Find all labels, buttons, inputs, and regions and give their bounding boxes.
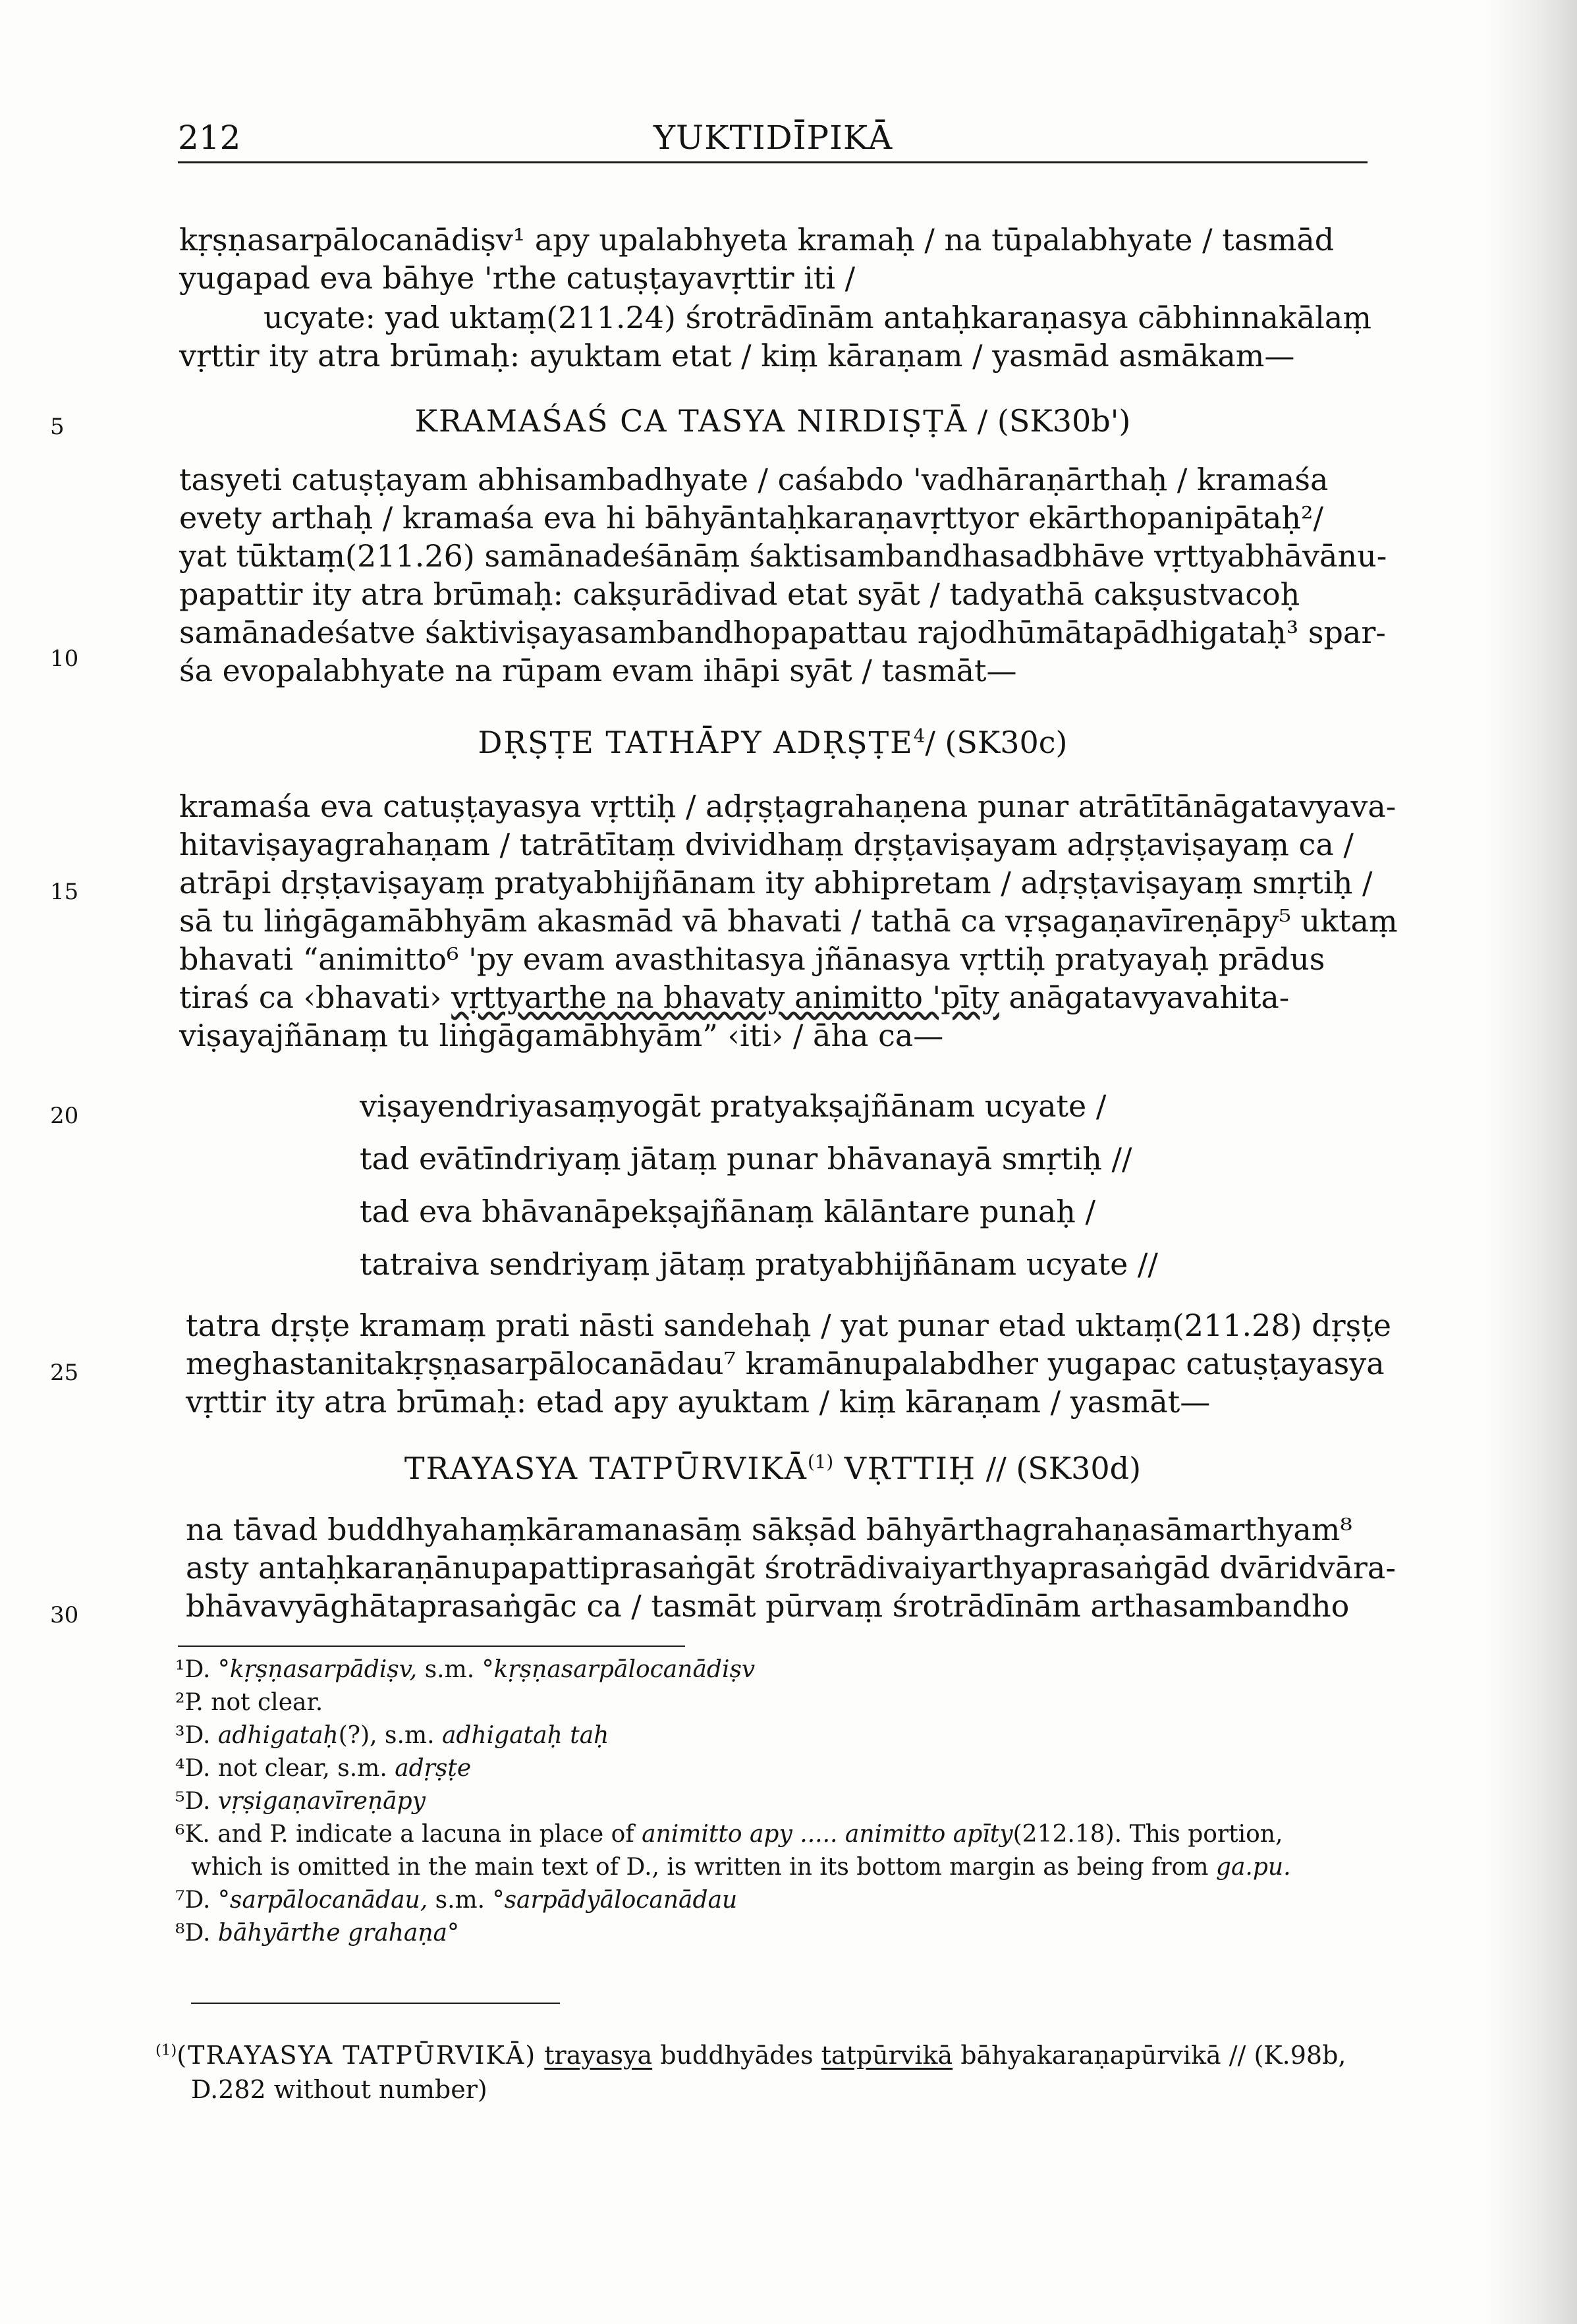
text-line: yat tūktaṃ(211.26) samānadeśānāṃ śaktisambandhasadbhāve vṛttyabhāvānu-	[179, 538, 1387, 574]
text-line: tatra dṛṣṭe kramaṃ prati nāsti sandehaḥ / yat punar etad uktaṃ(211.28) dṛṣṭe	[186, 1308, 1391, 1343]
sutra-heading	[178, 1451, 1368, 1486]
page-edge-shadow	[1485, 0, 1577, 2324]
text-segment: tiraś ca ‹bhavati›	[179, 980, 442, 1015]
footnote: ⁷D. °sarpālocanādau, s.m. °sarpādyālocanādau	[175, 1887, 738, 1914]
sutra-text: DṚṢṬE TATHĀPY ADṚṢṬE	[478, 725, 914, 760]
text-segment: anāgatavyavahita-	[1009, 980, 1290, 1015]
footnote: ¹D. °kṛṣṇasarpādiṣv, s.m. °kṛṣṇasarpālocanādiṣv	[175, 1656, 756, 1683]
text-line: na tāvad buddhyahaṃkāramanasāṃ sākṣād bāhyārthagrahaṇasāmarthyam⁸	[186, 1512, 1352, 1547]
footnote-continuation: which is omitted in the main text of D., is written in its bottom margin as being from ga.pu.	[191, 1854, 1291, 1881]
text-line: atrāpi dṛṣṭaviṣayaṃ pratyabhijñānam ity abhipretam / adṛṣṭaviṣayaṃ smṛtiḥ /	[179, 865, 1373, 900]
text-line: viṣayajñānaṃ tu liṅgāgamābhyām” ‹iti› / āha ca—	[179, 1018, 944, 1053]
sutra-ref: / (SK30c)	[925, 725, 1068, 760]
text-line: hitaviṣayagrahaṇam / tatrātītaṃ dvividhaṃ dṛṣṭaviṣayam adṛṣṭaviṣayaṃ ca /	[179, 827, 1354, 862]
footnote: ⁸D. bāhyārthe grahaṇa°	[175, 1920, 460, 1947]
text-line: tasyeti catuṣṭayam abhisambadhyate / caśabdo 'vadhāraṇārthaḥ / kramaśa	[179, 462, 1329, 497]
text-line: asty antaḥkaraṇānupapattiprasaṅgāt śrotrādivaiyarthyaprasaṅgād dvāridvāra-	[186, 1550, 1396, 1586]
line-number: 25	[50, 1360, 79, 1386]
sutra-text: TRAYASYA TATPŪRVIKĀ	[404, 1451, 808, 1486]
line-number: 15	[50, 879, 79, 905]
text-line: kramaśa eva catuṣṭayasya vṛttiḥ / adṛṣṭagrahaṇena punar atrātītānāgatavyava-	[179, 788, 1397, 824]
verse-line: tad eva bhāvanāpekṣajñānaṃ kālāntare punaḥ /	[360, 1194, 1096, 1229]
text-line: papattir ity atra brūmaḥ: cakṣurādivad etat syāt / tadyathā cakṣustvacoḥ	[179, 576, 1300, 612]
editorial-note: $^{(1)}$(TRAYASYA TATPŪRVIKĀ) trayasya buddhyādes tatpūrvikā bāhyakaraṇapūrvikā // (K.98b,	[155, 2041, 1346, 2070]
sutra-heading	[178, 403, 1368, 439]
line-number: 5	[50, 414, 65, 440]
line-number: 10	[50, 646, 79, 672]
text-line: sā tu liṅgāgamābhyām akasmād vā bhavati / tathā ca vṛṣagaṇavīreṇāpy⁵ uktaṃ	[179, 903, 1398, 939]
footnote: ⁶K. and P. indicate a lacuna in place of animitto apy ..... animitto apīty(212.18). This portion,	[175, 1821, 1283, 1848]
line-number: 30	[50, 1602, 79, 1628]
marginal-insertion: vṛttyarthe na bhavaty animitto 'pīty	[451, 980, 999, 1015]
footnote: ²P. not clear.	[175, 1689, 323, 1716]
header-rule	[178, 161, 1368, 163]
verse-line: tatraiva sendriyaṃ jātaṃ pratyabhijñānam ucyate //	[360, 1246, 1158, 1282]
text-line: bhāvavyāghātaprasaṅgāc ca / tasmāt pūrvaṃ śrotrādīnām arthasambandho	[186, 1588, 1350, 1624]
sutra-ref: / (SK30b')	[968, 403, 1131, 439]
footnote-mark: (1)	[808, 1451, 834, 1473]
line-number: 20	[50, 1103, 79, 1129]
note-rule	[191, 2003, 560, 2004]
text-line: yugapad eva bāhye 'rthe catuṣṭayavṛttir iti /	[179, 260, 856, 296]
text-line: śa evopalabhyate na rūpam evam ihāpi syāt / tasmāt—	[179, 653, 1017, 688]
verse-line: tad evātīndriyaṃ jātaṃ punar bhāvanayā smṛtiḥ //	[360, 1141, 1132, 1176]
footnote-rule	[178, 1646, 685, 1647]
text-line: kṛṣṇasarpālocanādiṣv¹ apy upalabhyeta kramaḥ / na tūpalabhyate / tasmād	[179, 222, 1335, 258]
editorial-note-line2: D.282 without number)	[191, 2075, 487, 2104]
verse-line: viṣayendriyasaṃyogāt pratyakṣajñānam ucyate /	[360, 1088, 1107, 1124]
text-line: vṛttir ity atra brūmaḥ: ayuktam etat / kiṃ kāraṇam / yasmād asmākam—	[179, 338, 1295, 374]
text-line: meghastanitakṛṣṇasarpālocanādau⁷ kramānupalabdher yugapac catuṣṭayasya	[186, 1346, 1385, 1381]
page-number: 212	[178, 119, 241, 157]
sutra-heading	[178, 725, 1368, 760]
footnote: ³D. adhigataḥ(?), s.m. adhigataḥ taḥ	[175, 1722, 609, 1749]
running-title: YUKTIDĪPIKĀ	[653, 119, 893, 157]
text-line: vṛttir ity atra brūmaḥ: etad apy ayuktam / kiṃ kāraṇam / yasmāt—	[186, 1384, 1211, 1420]
footnote: ⁴D. not clear, s.m. adṛṣṭe	[175, 1755, 472, 1782]
text-line: bhavati “animitto⁶ 'py evam avasthitasya jñānasya vṛttiḥ pratyayaḥ prādus	[179, 941, 1325, 977]
sutra-text-2: VṚTTIḤ	[833, 1451, 977, 1486]
text-line: samānadeśatve śaktiviṣayasambandhopapattau rajodhūmātapādhigataḥ³ spar-	[179, 615, 1386, 650]
footnote-mark: 4	[913, 725, 926, 747]
text-line: ucyate: yad uktaṃ(211.24) śrotrādīnām antaḥkaraṇasya cābhinnakālaṃ	[263, 300, 1371, 335]
sutra-text: KRAMAŚAŚ CA TASYA NIRDIṢṬĀ	[414, 403, 968, 439]
text-line	[179, 979, 1289, 1016]
sutra-ref: // (SK30d)	[976, 1451, 1142, 1486]
footnote: ⁵D. vṛṣigaṇavīreṇāpy	[175, 1788, 426, 1815]
text-line: evety arthaḥ / kramaśa eva hi bāhyāntaḥkaraṇavṛttyor ekārthopanipātaḥ²/	[179, 500, 1323, 536]
